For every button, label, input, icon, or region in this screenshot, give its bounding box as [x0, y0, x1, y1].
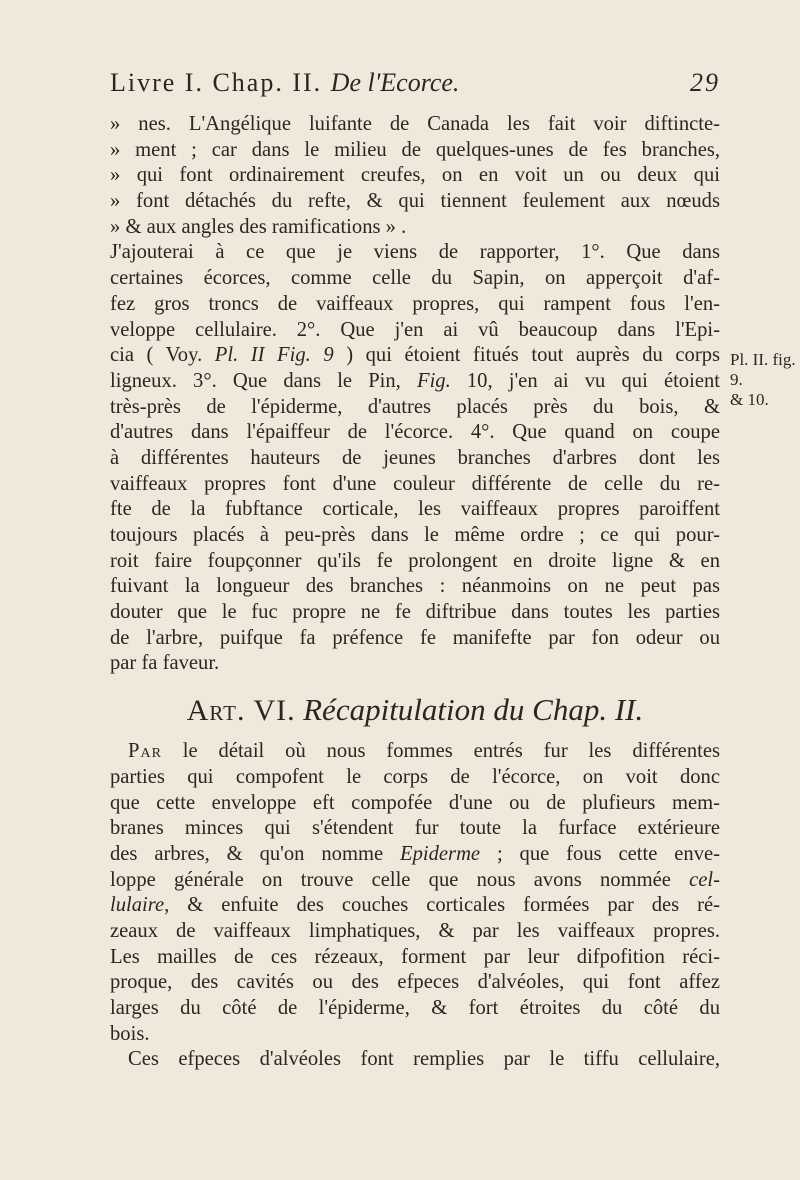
text-line: fte de la fubftance corticale, les vaiffeaux propres paroiffent: [110, 498, 720, 521]
text-line: fez gros troncs de vaiffeaux propres, qui rampent fous l'en-: [110, 292, 720, 315]
term: Epiderme: [400, 842, 481, 865]
article-number: Art. VI.: [186, 694, 296, 728]
text-fragment: , & enfuite des couches corticales formées par des ré-: [164, 894, 720, 917]
text-line: très-près de l'épiderme, d'autres placés près du bois, &: [110, 395, 720, 418]
term: cel-: [689, 868, 720, 891]
header-book-chapter: Livre I. Chap. II.: [110, 68, 323, 97]
text-line: branes minces qui s'étendent fur toute la furface extérieure: [110, 817, 720, 840]
header-title: De l'Ecorce.: [330, 68, 460, 97]
text-line: proque, des cavités ou des efpeces d'alvéoles, qui font affez: [110, 971, 720, 994]
text-line: bois.: [110, 1022, 150, 1045]
text-line: » nes. L'Angélique luifante de Canada les fait voir diftincte-: [110, 113, 720, 135]
text-line: Ces efpeces d'alvéoles font remplies par le tiffu cellulaire,: [128, 1048, 720, 1071]
text-fragment: ) qui étoient fitués tout auprès du corps: [333, 344, 721, 367]
text-line: [110, 868, 720, 894]
text-line: [110, 893, 720, 919]
text-line: roit faire foupçonner qu'ils fe prolongent en droite ligne & en: [110, 549, 720, 572]
text-line: de l'arbre, puifque fa préfence fe manifefte par fon odeur ou: [110, 626, 720, 649]
text-line: [110, 343, 720, 369]
text-line: J'ajouterai à ce que je viens de rapporter, 1°. Que dans: [110, 241, 720, 264]
text-line: toujours placés à peu-près dans le même ordre ; ce qui pour-: [110, 524, 720, 546]
text-line: » ment ; car dans le milieu de quelques-unes de fes branches,: [110, 138, 720, 161]
text-line: par fa faveur.: [110, 652, 220, 675]
text-line: » & aux angles des ramifications » .: [110, 215, 407, 238]
text-line: » qui font ordinairement creufes, on en voit un ou deux qui: [110, 164, 720, 187]
margin-note-line: Pl. II. fig. 9.: [730, 350, 796, 389]
text-fragment: loppe générale on trouve celle que nous avons nommée: [110, 868, 690, 891]
margin-note-line: & 10.: [730, 390, 769, 409]
text-line: certaines écorces, comme celle du Sapin, on apperçoit d'af-: [110, 267, 720, 290]
text-line: vaiffeaux propres font d'une couleur différente de celle du re-: [110, 472, 720, 495]
text-line: que cette enveloppe eft compofée d'une ou de plufieurs mem-: [110, 791, 720, 814]
term: lulaire: [110, 894, 165, 917]
section-heading: [110, 687, 720, 733]
text-line: Les mailles de ces rézeaux, forment par leur difpofition réci-: [110, 945, 720, 968]
text-line: d'autres dans l'épaiffeur de l'écorce. 4°. Que quand on coupe: [110, 421, 720, 444]
page-number: 29: [690, 68, 720, 97]
figure-reference: Pl. II Fig. 9: [214, 344, 334, 367]
text-fragment: 10, j'en ai vu qui étoient: [450, 369, 720, 392]
text-line: [110, 842, 720, 868]
text-line: [110, 739, 720, 765]
text-line: veloppe cellulaire. 2°. Que j'en ai vû beaucoup dans l'Epi-: [110, 318, 720, 341]
opening-word: Par: [128, 740, 162, 763]
text-line: douter que le fuc propre ne fe diftribue dans toutes les parties: [110, 601, 720, 624]
text-line: » font détachés du refte, & qui tiennent feulement aux nœuds: [110, 190, 720, 213]
text-line: parties qui compofent le corps de l'écorce, on voit donc: [110, 765, 720, 788]
text-fragment: cia ( Voy.: [110, 344, 215, 367]
text-line: [110, 369, 720, 395]
figure-reference: Fig.: [416, 369, 451, 392]
text-line: zeaux de vaiffeaux limphatiques, & par les vaiffeaux propres.: [110, 919, 720, 942]
text-line: à différentes hauteurs de jeunes branches d'arbres dont les: [110, 446, 720, 469]
text-fragment: des arbres, & qu'on nomme: [110, 842, 401, 865]
text-fragment: ligneux. 3°. Que dans le Pin,: [110, 369, 417, 392]
text-line: larges du côté de l'épiderme, & fort étroites du côté du: [110, 997, 720, 1019]
text-fragment: le détail où nous fommes entrés fur les différentes: [161, 740, 720, 763]
text-fragment: ; que fous cette enve-: [480, 842, 721, 865]
section-title: Récapitulation du Chap. II.: [303, 692, 644, 728]
page-body: [110, 112, 720, 1073]
margin-note: [730, 350, 800, 410]
running-header: [110, 68, 720, 98]
text-line: fuivant la longueur des branches : néanmoins on ne peut pas: [110, 575, 720, 598]
